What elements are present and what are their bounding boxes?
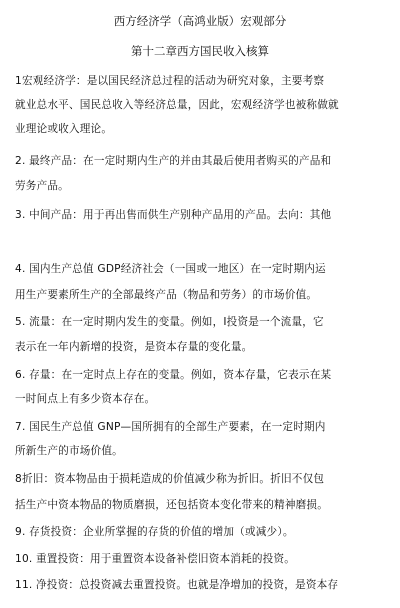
text-line: 一时间点上有多少资本存在。 <box>15 393 156 405</box>
text-line: 所新生产的市场价值。 <box>15 445 123 457</box>
text-line: 7. 国民生产总值 GNP—国所拥有的全部生产要素，在一定时期内 <box>15 421 326 433</box>
text-line: 4. 国内生产总值 GDP经济社会（一国或一地区）在一定时期内运 <box>15 263 326 275</box>
text-line: 表示在一年内新增的投资，是资本存量的变化量。 <box>15 341 253 353</box>
text-line: 10. 重置投资：用于重置资本设备补偿旧资本消耗的投资。 <box>15 553 296 565</box>
text-line: 用生产要素所生产的全部最终产品（物品和劳务）的市场价值。 <box>15 289 318 301</box>
chapter-title: 第十二章西方国民收入核算 <box>131 44 269 58</box>
text-line: 9. 存货投资：企业所掌握的存货的价值的增加（或减少）。 <box>15 526 294 538</box>
text-line: 业理论或收入理论。 <box>15 123 113 135</box>
text-line: 劳务产品。 <box>15 180 69 192</box>
text-line: 5. 流量：在一定时期内发生的变量。例如，I投资是一个流量，它 <box>15 316 324 328</box>
text-line: 8折旧：资本物品由于损耗造成的价值减少称为折旧。折旧不仅包 <box>15 473 325 485</box>
text-line: 就业总水平、国民总收入等经济总量，因此，宏观经济学也被称做就 <box>15 99 339 111</box>
text-line: 括生产中资本物品的物质磨损，还包括资本变化带来的精神磨损。 <box>15 499 329 511</box>
text-line: 3. 中间产品：用于再出售而供生产别种产品用的产品。去向：其他 <box>15 209 332 221</box>
document-title: 西方经济学（高鸿业版）宏观部分 <box>113 14 287 28</box>
text-line: 6. 存量：在一定时点上存在的变量。例如，资本存量，它表示在某 <box>15 369 332 381</box>
text-line: 2. 最终产品：在一定时期内生产的并由其最后使用者购买的产品和 <box>15 155 332 167</box>
text-line: 11. 净投资：总投资减去重置投资。也就是净增加的投资，是资本存 <box>15 579 339 591</box>
text-line: 1宏观经济学：是以国民经济总过程的活动为研究对象，主要考察 <box>15 75 325 87</box>
